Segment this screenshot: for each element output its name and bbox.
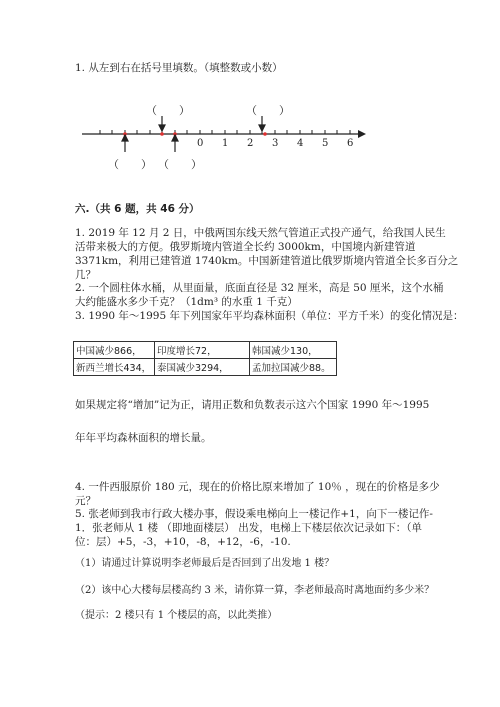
problem-2-line-1: 2. 一个圆柱体水桶，从里面量，底面直径是 32 厘米，高是 50 厘米，这个水桶: [75, 282, 444, 294]
problem-3-after-1: 如果规定将“增加”记为正，请用正数和负数表示这六个国家 1990 年～1995: [75, 399, 430, 411]
tick-label-4: 4: [297, 138, 304, 149]
problem-1-line-1: 1. 2019 年 12 月 2 日，中俄两国东线天然气管道正式投产通气，给我国人民生: [75, 227, 446, 239]
bottom-blank-2[interactable]: （ ）: [158, 158, 202, 171]
down-arrows: [159, 116, 265, 131]
problem-4-line-1: 4. 一件西服原价 180 元，现在的价格比原来增加了 10％ ，现在的价格是多少: [75, 481, 440, 493]
tick-label-1: 1: [222, 138, 229, 149]
tick-label-0: 0: [197, 138, 204, 149]
tick-label-3: 3: [272, 138, 279, 149]
problem-3-intro: 3. 1990 年～1995 年下列国家年平均森林面积（单位：平方千米）的变化情况是：: [75, 310, 464, 322]
problem-5-hint: （提示：2 楼只有 1 个楼层的高，以此类推）: [75, 610, 278, 621]
tick-label-6: 6: [347, 138, 354, 149]
problem-3-after-2: 年年平均森林面积的增长量。: [75, 432, 212, 444]
problem-5-line-1: 5. 张老师到我市行政大楼办事，假设乘电梯向上一楼记作+1，向下一楼记作-: [75, 508, 433, 520]
top-blank-2[interactable]: （ ）: [246, 104, 290, 117]
table-cell: 新西兰增长434，: [74, 359, 155, 376]
table-cell: 韩国减少130，: [250, 342, 337, 359]
table-cell: 印度增长72，: [155, 342, 250, 359]
problem-5-line-3: 位：层）+5，-3，+10，-8，+12，-6，-10.: [75, 536, 291, 548]
table-cell: 孟加拉国减少88。: [250, 359, 337, 376]
problem-5-line-2: 1．张老师从 1 楼 （即地面楼层） 出发，电梯上下楼层依次记录如下：（单: [75, 522, 422, 534]
tick-label-5: 5: [322, 138, 329, 149]
problem-5-sub-1: （1）请通过计算说明李老师最后是否回到了出发地 1 楼？: [75, 558, 335, 569]
question-1-text: 1. 从左到右在括号里填数。（填整数或小数）: [75, 62, 283, 74]
problem-1-line-3: 3371km，利用已建管道 1740km。中国新建管道比俄罗斯境内管道全长多百分之: [75, 255, 459, 267]
forest-change-table: [73, 341, 337, 376]
problem-4-line-2: 元？: [75, 495, 96, 507]
number-line-arrowhead: [358, 130, 366, 138]
problem-2-line-2: 大约能盛水多少千克？（1dm³ 的水重 1 千克）: [75, 296, 298, 308]
table-row: [74, 342, 337, 359]
section-heading: 六.（共 6 题，共 46 分）: [75, 203, 200, 215]
top-blank-1[interactable]: （ ）: [146, 104, 190, 117]
table-cell: 泰国减少3294，: [155, 359, 250, 376]
number-line-ticks: [100, 130, 350, 134]
bottom-blank-1[interactable]: （ ）: [108, 158, 152, 171]
number-line: [70, 98, 370, 174]
problem-1-line-4: 几？: [75, 269, 96, 281]
table-row: [74, 359, 337, 376]
tick-label-2: 2: [247, 138, 254, 149]
table-cell: 中国减少866，: [74, 342, 155, 359]
up-arrows: [122, 135, 178, 152]
problem-1-line-2: 活带来极大的方便。俄罗斯境内管道全长约 3000km，中国境内新建管道: [75, 241, 416, 253]
problem-5-sub-2: （2）该中心大楼每层楼高约 3 米，请你算一算，李老师最高时离地面约多少米？: [75, 585, 435, 596]
